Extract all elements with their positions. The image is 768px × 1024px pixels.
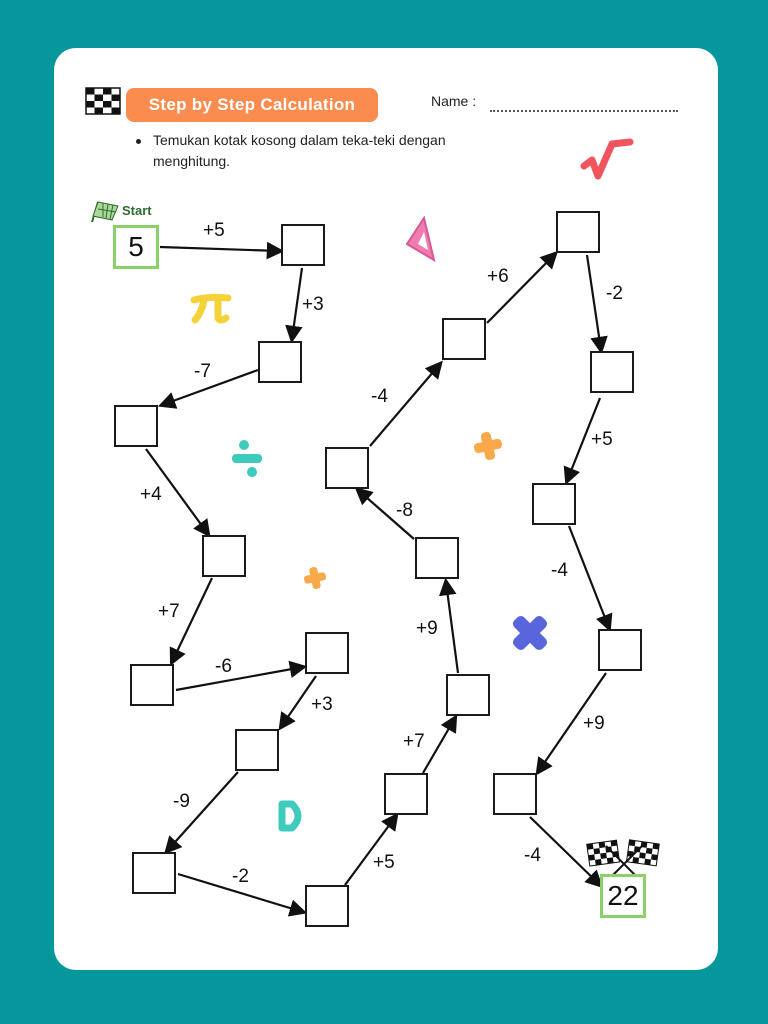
worksheet-title: Step by Step Calculation xyxy=(126,88,378,122)
operation-label: +5 xyxy=(203,220,225,241)
instruction-text: Temukan kotak kosong dalam teka-teki dengan menghitung. xyxy=(153,132,446,169)
operation-label: +5 xyxy=(373,852,395,873)
operation-label: -9 xyxy=(173,791,190,812)
answer-box-7[interactable] xyxy=(235,729,279,771)
triangle-ruler-icon xyxy=(407,218,434,260)
start-flag-icon xyxy=(92,202,118,222)
arrow xyxy=(292,268,302,339)
arrow xyxy=(160,247,280,251)
answer-box-10[interactable] xyxy=(384,773,428,815)
operation-label: +3 xyxy=(311,694,333,715)
answer-box-9[interactable] xyxy=(305,885,349,927)
letter-d-icon xyxy=(282,804,298,828)
operation-label: +5 xyxy=(591,429,613,450)
operation-label: +9 xyxy=(416,618,438,639)
answer-box-8[interactable] xyxy=(132,852,176,894)
name-label: Name : xyxy=(431,93,477,109)
operation-label: -4 xyxy=(371,386,388,407)
arrow xyxy=(176,667,303,690)
answer-box-16[interactable] xyxy=(590,351,634,393)
operation-label: -4 xyxy=(551,560,568,581)
answer-box-17[interactable] xyxy=(532,483,576,525)
answer-box-11[interactable] xyxy=(446,674,490,716)
name-input-line[interactable] xyxy=(490,110,678,112)
answer-box-19[interactable] xyxy=(493,773,537,815)
operation-label: +6 xyxy=(487,266,509,287)
operation-label: +9 xyxy=(583,713,605,734)
arrow xyxy=(587,255,601,350)
answer-box-5[interactable] xyxy=(130,664,174,706)
operation-label: +7 xyxy=(403,731,425,752)
answer-box-2[interactable] xyxy=(258,341,302,383)
operation-label: +7 xyxy=(158,601,180,622)
checkered-flag-icon xyxy=(86,88,120,114)
answer-box-15[interactable] xyxy=(556,211,600,253)
operation-label: -7 xyxy=(194,361,211,382)
operation-label: -6 xyxy=(215,656,232,677)
square-root-icon xyxy=(584,142,630,176)
answer-box-13[interactable] xyxy=(325,447,369,489)
answer-box-1[interactable] xyxy=(281,224,325,266)
multiply-icon xyxy=(502,605,559,662)
start-label: Start xyxy=(122,203,152,218)
answer-box-18[interactable] xyxy=(598,629,642,671)
operation-label: -2 xyxy=(606,283,623,304)
operation-label: -2 xyxy=(232,866,249,887)
arrow xyxy=(423,718,455,773)
start-box: 5 xyxy=(113,225,159,269)
arrow xyxy=(446,582,458,673)
plus-icon xyxy=(471,429,504,462)
pi-icon xyxy=(194,297,228,320)
arrow xyxy=(345,816,396,885)
answer-box-3[interactable] xyxy=(114,405,158,447)
operation-label: -4 xyxy=(524,845,541,866)
operation-label: +4 xyxy=(140,484,162,505)
operation-label: -8 xyxy=(396,500,413,521)
finish-flags-icon xyxy=(587,840,659,878)
answer-box-4[interactable] xyxy=(202,535,246,577)
end-box: 22 xyxy=(600,874,646,918)
answer-box-6[interactable] xyxy=(305,632,349,674)
path-arrows xyxy=(146,247,609,912)
answer-box-12[interactable] xyxy=(415,537,459,579)
arrow xyxy=(569,526,609,628)
operation-label: +3 xyxy=(302,294,324,315)
answer-box-14[interactable] xyxy=(442,318,486,360)
plus-small-icon xyxy=(302,565,328,591)
arrow xyxy=(487,254,555,323)
bullet-point xyxy=(136,139,141,144)
divide-icon xyxy=(232,440,262,477)
